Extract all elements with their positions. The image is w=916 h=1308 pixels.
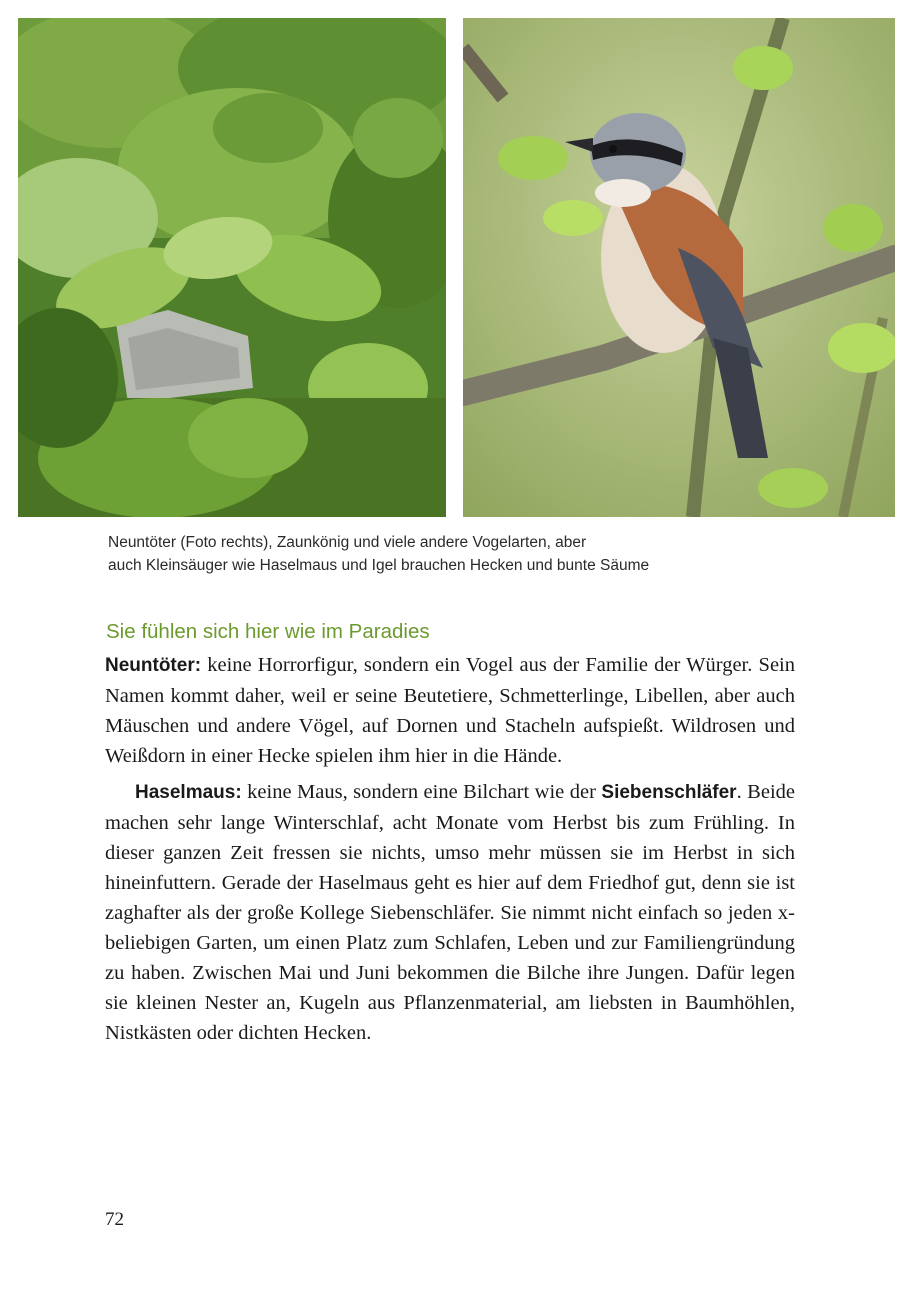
paragraph-haselmaus [105, 777, 795, 1048]
shrike-illustration [463, 18, 895, 517]
page-number: 72 [105, 1209, 124, 1230]
section-heading: Sie fühlen sich hier wie im Paradies [106, 620, 430, 643]
photo-caption [108, 531, 808, 577]
paragraph-text: keine Maus, sondern eine Bilchart wie der [241, 781, 602, 803]
paragraph-text: keine Horrorfigur, sondern ein Vogel aus der Familie der Würger. Sein Namen kommt daher, weil er seine Beutetiere, Schmetterlinge, Libellen, aber auch Mäuschen und andere Vögel, auf Dornen und Stacheln aufspießt. Wildrosen und Weißdorn in einer Hecke spielen ihm hier in die Hände. [105, 654, 795, 767]
paragraph-neuntoeter [105, 650, 795, 771]
hedge-illustration [18, 18, 446, 517]
hedge-photo [18, 18, 446, 517]
term-haselmaus: Haselmaus: [135, 782, 242, 803]
caption-line: Neuntöter (Foto rechts), Zaunkönig und viele andere Vogelarten, aber [108, 534, 587, 551]
paragraph-text: . Beide machen sehr lange Winterschlaf, acht Monate vom Herbst bis zum Frühling. In dieser ganzen Zeit fressen sie nichts, umso mehr müssen sie im Herbst in sich hineinfuttern. Gerade der Haselmaus geht es hier auf dem Friedhof gut, denn sie ist zaghafter als der große Kollege Siebenschläfer. Sie nimmt nicht einfach so jeden x-beliebigen Garten, um einen Platz zum Schlafen, Leben und zur Familiengründung zu haben. Zwischen Mai und Juni bekommen die Bilche ihre Jungen. Dafür legen sie kleinen Nester an, Kugeln aus Pflanzenmaterial, am liebsten in Baumhöhlen, Nistkästen oder dichten Hecken. [105, 781, 795, 1044]
term-siebenschlaefer: Siebenschläfer [601, 782, 737, 803]
body-text [105, 650, 795, 1048]
caption-line: auch Kleinsäuger wie Haselmaus und Igel brauchen Hecken und bunte Säume [108, 557, 650, 574]
term-neuntoeter: Neuntöter: [105, 655, 202, 676]
shrike-photo [463, 18, 895, 517]
